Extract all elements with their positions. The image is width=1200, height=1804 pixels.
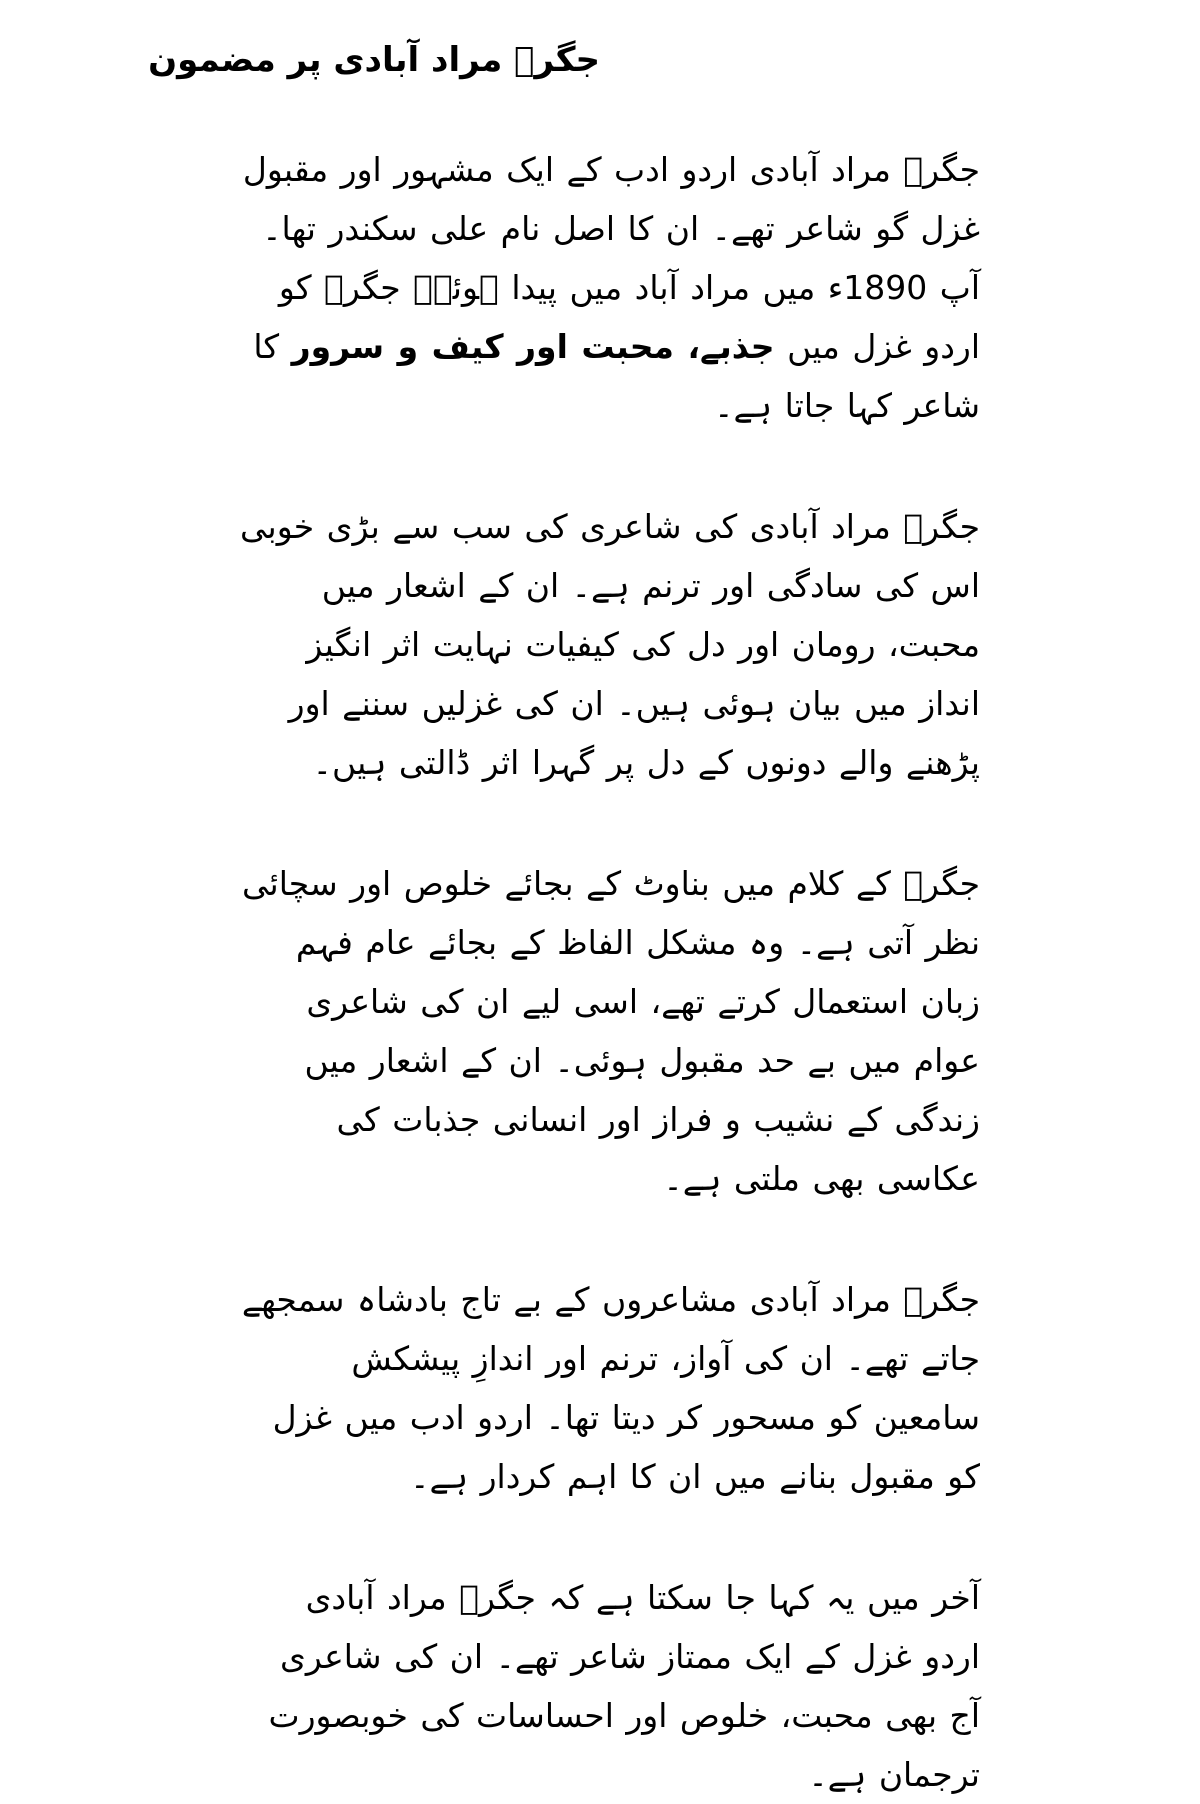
paragraph-conclusion: آخر میں یہ کہا جا سکتا ہے کہ جگرؔ مراد آبادی اردو غزل کے ایک ممتاز شاعر تھے۔ ان کی شاعری آج بھی محبت، خلوص اور احساسات کی خوبصورت ترجمان ہے۔: [268, 1578, 980, 1794]
paragraph-simplicity: جگرؔ مراد آبادی کی شاعری کی سب سے بڑی خوبی اس کی سادگی اور ترنم ہے۔ ان کے اشعار میں محبت، رومان اور دل کی کیفیات نہایت اثر انگیز انداز میں بیان ہوئی ہیں۔ ان کی غزلیں سننے اور پڑھنے والے دونوں کے دل پر گہرا اثر ڈالتی ہیں۔: [240, 507, 980, 782]
paragraph-sincerity: جگرؔ کے کلام میں بناوٹ کے بجائے خلوص اور سچائی نظر آتی ہے۔ وہ مشکل الفاظ کے بجائے عام فہم زبان استعمال کرتے تھے، اسی لیے ان کی شاعری عوام میں بے حد مقبول ہوئی۔ ان کے اشعار میں زندگی کے نشیب و فراز اور انسانی جذبات کی عکاسی بھی ملتی ہے۔: [242, 864, 980, 1198]
paragraph-intro-text-end: کا شاعر کہا جاتا ہے۔: [253, 327, 980, 425]
essay-title: جگرؔ مراد آبادی پر مضمون: [148, 40, 600, 80]
paragraph-intro-text: جگرؔ مراد آبادی اردو ادب کے ایک مشہور اور مقبول غزل گو شاعر تھے۔ ان کا اصل نام علی سکندر تھا۔ آپ 1890ء میں مراد آباد میں پیدا ہوئے۔ جگرؔ کو اردو غزل میں: [242, 150, 980, 366]
paragraph-mushaira: جگرؔ مراد آبادی مشاعروں کے بے تاج بادشاہ سمجھے جاتے تھے۔ ان کی آواز، ترنم اور اندازِ پیشکش سامعین کو مسحور کر دیتا تھا۔ اردو ادب میں غزل کو مقبول بنانے میں ان کا اہم کردار ہے۔: [241, 1280, 980, 1496]
paragraph-intro: [240, 140, 980, 435]
paragraph-intro-emphasis: جذبے، محبت اور کیف و سرور: [291, 327, 775, 366]
essay-body: [240, 140, 980, 1804]
